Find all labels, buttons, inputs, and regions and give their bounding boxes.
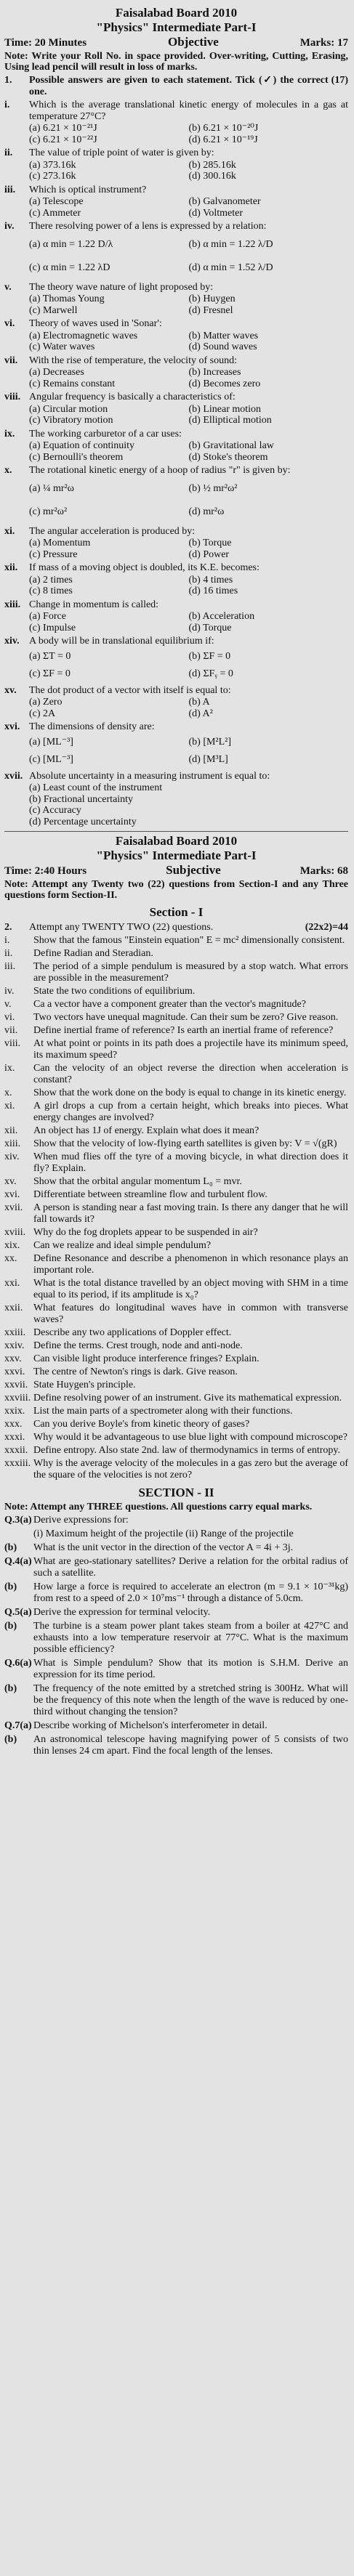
mcq-option: (c) α min = 1.22 λD — [29, 262, 110, 273]
mcq-option: (b) Torque — [188, 538, 232, 548]
short-question — [4, 1138, 348, 1150]
long-question — [4, 1528, 348, 1540]
short-question-number: xxiii. — [4, 1327, 26, 1338]
mcq-number: i. — [4, 100, 10, 110]
mcq-option: (a) α min = 1.22 D/λ — [29, 238, 113, 250]
mcq-option: (a) Equation of continuity — [29, 440, 135, 451]
long-question-number: (b) — [4, 1682, 17, 1694]
mcq-option: (c) Ammeter — [29, 207, 81, 219]
question-number: 2. — [4, 922, 12, 933]
long-question-text: Describe working of Michelson's interferometer in detail. — [33, 1720, 267, 1731]
short-question-number: i. — [4, 934, 10, 946]
short-question — [4, 1445, 348, 1457]
short-question-text: Describe any two applications of Doppler effect. — [33, 1327, 232, 1338]
short-question-text: Can visible light produce interference fringes? Explain. — [33, 1353, 260, 1364]
mcq-option: (b) Increases — [188, 367, 241, 378]
subject-title: "Physics" Intermediate Part-I — [96, 848, 257, 862]
short-question-number: xxvi. — [4, 1366, 25, 1377]
mcq-option: (b) 6.21 × 10⁻²⁰J — [188, 123, 259, 134]
short-question-number: xiii. — [4, 1138, 21, 1149]
mcq-option: (c) Water waves — [29, 341, 95, 352]
mcq-option: (b) 4 times — [188, 574, 233, 586]
short-question-number: xxviii. — [4, 1392, 31, 1404]
subject-title: "Physics" Intermediate Part-I — [96, 20, 257, 34]
mcq-options — [4, 611, 348, 633]
short-question-text: The centre of Newton's rings is dark. Give reason. — [33, 1366, 238, 1377]
question-1-header — [4, 75, 348, 97]
mcq-number: xii. — [4, 562, 18, 573]
mcq-option: (c) Pressure — [29, 548, 78, 560]
short-question — [4, 986, 348, 997]
mcq-option: (a) ΣT = 0 — [29, 650, 71, 662]
short-question-number: vi. — [4, 1011, 15, 1023]
short-question-text: Why is the average velocity of the molecules in a gas zero but the average of the square of the velocities is not zero? — [33, 1457, 348, 1481]
short-question-number: xxxiii. — [4, 1457, 31, 1469]
mcq-question: Change in momentum is called: — [29, 599, 159, 610]
short-question-number: xii. — [4, 1125, 18, 1136]
mcq-option: (d) A² — [188, 708, 213, 719]
section-label: Objective — [167, 35, 219, 49]
mcq-option: (a) Decreases — [29, 367, 84, 378]
short-question-number: xi. — [4, 1100, 15, 1111]
short-question-text: Define Resonance and describe a phenomenon in which resonance plays an important role. — [33, 1252, 348, 1276]
mcq-number: vii. — [4, 355, 18, 366]
subjective-paper — [4, 834, 348, 1757]
short-question-number: xxix. — [4, 1405, 25, 1417]
short-question-number: xx. — [4, 1252, 17, 1264]
mcq-option: (a) Momentum — [29, 538, 91, 548]
mcq-option: (d) Power — [188, 548, 230, 560]
mcq-option: (b) ½ mr²ω² — [188, 482, 238, 494]
short-question-number: xviii. — [4, 1226, 26, 1238]
mcq-option: (d) Torque — [188, 622, 232, 633]
mcq-options — [4, 440, 348, 463]
mcq-option: (c) 273.16k — [29, 171, 76, 182]
board-title: Faisalabad Board 2010 — [115, 6, 238, 20]
long-question-number: Q.5(a) — [4, 1606, 32, 1618]
mcq-option: (b) α min = 1.22 λ/D — [188, 238, 273, 250]
short-question-number: xvii. — [4, 1202, 23, 1213]
short-question — [4, 1189, 348, 1201]
long-question — [4, 1542, 348, 1554]
short-question-text: Why would it be advantageous to use blue light with compound microscope? — [33, 1431, 347, 1443]
time-label: Time: 20 Minutes — [4, 37, 87, 49]
mcq-question: There resolving power of a lens is expressed by a relation: — [29, 221, 267, 232]
mcq-options — [4, 233, 348, 280]
question-number: 1. — [4, 75, 12, 86]
short-question-text: Show that the velocity of low-flying earth satellites is given by: V = √(gR) — [33, 1138, 337, 1149]
mcq-option: (d) Becomes zero — [188, 378, 261, 389]
mcq-option: (b) Galvanometer — [188, 196, 261, 207]
short-question-number: viii. — [4, 1037, 21, 1049]
mcq-option: (a) Force — [29, 611, 66, 622]
mcq-number: xvii. — [4, 770, 23, 782]
mcq-item — [4, 721, 348, 733]
long-question — [4, 1734, 348, 1757]
short-question-text: List the main parts of a spectrometer along with their functions. — [33, 1405, 293, 1417]
mcq-options — [4, 782, 348, 827]
mcq-number: ix. — [4, 428, 15, 440]
long-question-number: (b) — [4, 1620, 17, 1632]
short-question-number: xxx. — [4, 1418, 23, 1430]
short-question-number: xxxi. — [4, 1431, 25, 1443]
mcq-option: (b) ΣF = 0 — [188, 650, 231, 662]
paper-divider — [4, 831, 348, 832]
mcq-option: (d) Sound waves — [188, 341, 257, 352]
mcq-item — [4, 429, 348, 440]
long-question-text: Derive the expression for terminal velocity. — [33, 1606, 211, 1618]
mcq-question: Which is optical instrument? — [29, 184, 147, 195]
short-question-text: What features do longitudinal waves have in common with transverse waves? — [33, 1302, 348, 1325]
short-question-number: iii. — [4, 960, 16, 972]
long-question-number: (b) — [4, 1581, 17, 1592]
long-question-text: The turbine is a steam power plant takes steam from a boiler at 427°C and exhausts into a low temperature reservoir at 77°C. What is the maximum possible efficiency? — [33, 1620, 348, 1655]
mcq-number: vi. — [4, 318, 15, 329]
short-question-text: The period of a simple pendulum is measured by a stop watch. What errors are possible in the measurement? — [33, 960, 348, 984]
short-question-text: What is the total distance travelled by an object moving with SHM in a time equal to its period, if its amplitude is x₀? — [33, 1277, 348, 1300]
mcq-option: (b) Huygen — [188, 293, 236, 304]
short-question-text: Why do the fog droplets appear to be suspended in air? — [33, 1226, 258, 1238]
mcq-options — [4, 331, 348, 353]
long-question-number: Q.3(a) — [4, 1514, 32, 1526]
short-question — [4, 948, 348, 960]
short-question — [4, 1380, 348, 1391]
short-question-number: xxxii. — [4, 1444, 28, 1456]
short-question-text: Can you derive Boyle's from kinetic theory of gases? — [33, 1418, 250, 1430]
mcq-option: (c) 2A — [29, 708, 56, 719]
mcq-option: (a) Electromagnetic waves — [29, 330, 138, 341]
short-question — [4, 1353, 348, 1365]
mcq-option: (c) 8 times — [29, 586, 73, 596]
short-question-text: At what point or points in its path does a projectile have its minimum speed, its maximum speed? — [33, 1037, 348, 1061]
mcq-option: (d) mr²ω — [188, 506, 225, 517]
mcq-option: (a) Zero — [29, 697, 63, 708]
mcq-question: The value of triple point of water is given by: — [29, 147, 214, 158]
section-2-note: Note: Attempt any THREE questions. All questions carry equal marks. — [4, 1501, 313, 1512]
mcq-option: (c) Impulse — [29, 622, 76, 633]
mcq-option: (a) 2 times — [29, 574, 73, 586]
mcq-number: xi. — [4, 525, 15, 537]
long-question-text: What is the unit vector in the direction of the vector A = 4i + 3j. — [33, 1542, 294, 1553]
mcq-option: (d) 300.16k — [188, 171, 236, 182]
short-question-text: Differentiate between streamline flow and turbulent flow. — [33, 1188, 267, 1200]
mcq-option: (c) mr²ω² — [29, 506, 68, 517]
mcq-option: (d) ΣFᵧ = 0 — [188, 668, 233, 679]
mcq-item — [4, 599, 348, 611]
mcq-question: Theory of waves used in 'Sonar': — [29, 318, 162, 329]
mcq-number: v. — [4, 281, 12, 293]
long-question-text: (i) Maximum height of the projectile (ii) Range of the projectile — [33, 1528, 294, 1539]
short-question-list — [4, 935, 348, 1481]
short-question-text: Define Radian and Steradian. — [33, 947, 153, 959]
long-question-number: (b) — [4, 1542, 17, 1553]
mcq-number: xiii. — [4, 599, 21, 610]
mcq-list — [4, 100, 348, 827]
short-question-text: Can the velocity of an object reverse the direction when acceleration is constant? — [33, 1062, 348, 1085]
mcq-number: xvi. — [4, 721, 20, 732]
mcq-option: (a) Telescope — [29, 196, 84, 207]
section-2-heading: SECTION - II — [138, 1485, 214, 1499]
mcq-options — [4, 648, 348, 683]
mcq-question: A body will be in translational equilibrium if: — [29, 636, 214, 647]
board-title: Faisalabad Board 2010 — [115, 834, 238, 848]
mcq-item — [4, 221, 348, 232]
short-question-text: Define resolving power of an instrument. Give its mathematical expression. — [33, 1392, 342, 1404]
mcq-option: (a) [ML⁻³] — [29, 736, 73, 748]
short-question-number: xxv. — [4, 1353, 22, 1364]
question-text: Possible answers are given to each statement. Tick (✓) the correct one. — [29, 75, 329, 97]
short-question — [4, 1176, 348, 1188]
mcq-item — [4, 636, 348, 647]
short-question-number: xxvii. — [4, 1379, 28, 1390]
long-question-text: The frequency of the note emitted by a stretched string is 300Hz. What will be the frequency of this note when the length of the wave is reduced by one-third without changing the tension? — [33, 1682, 348, 1717]
mcq-item — [4, 282, 348, 293]
mcq-number: viii. — [4, 392, 21, 402]
short-question — [4, 961, 348, 984]
mcq-option: (c) Vibratory motion — [29, 415, 113, 426]
mcq-option: (a) 373.16k — [29, 159, 76, 171]
short-question-text: Show that the work done on the body is equal to change in its kinetic energy. — [33, 1087, 347, 1098]
mcq-option: (c) ΣF = 0 — [29, 668, 71, 679]
short-question-text: A person is standing near a fast moving train. Is there any danger that he will fall towards it? — [33, 1202, 348, 1225]
long-question-number — [4, 1528, 33, 1540]
long-question — [4, 1556, 348, 1579]
short-question — [4, 1327, 348, 1339]
short-question — [4, 1303, 348, 1326]
mcq-number: iii. — [4, 184, 16, 195]
mcq-number: x. — [4, 465, 12, 476]
mcq-question: With the rise of temperature, the velocity of sound: — [29, 355, 237, 366]
long-question — [4, 1607, 348, 1619]
short-question — [4, 1012, 348, 1024]
short-question-text: Ca a vector have a component greater than the vector's magnitude? — [33, 998, 306, 1010]
short-question-number: xvi. — [4, 1188, 20, 1200]
instructions-note: Note: Write your Roll No. in space provided. Over-writing, Cutting, Erasing, Using lead pencil will result in loss of marks. — [4, 51, 348, 73]
mcq-option: (d) Voltmeter — [188, 207, 244, 219]
long-question-number: (b) — [4, 1733, 17, 1745]
mcq-item — [4, 771, 348, 782]
paper-info-row — [4, 863, 348, 878]
mcq-options — [4, 575, 348, 597]
mcq-item — [4, 526, 348, 538]
mcq-question: Which is the average translational kinetic energy of molecules in a gas at temperature 27°C? — [29, 100, 348, 122]
short-question — [4, 1458, 348, 1481]
short-question — [4, 1253, 348, 1276]
mcq-option: (c) [ML⁻³] — [29, 753, 73, 765]
mcq-number: ii. — [4, 147, 13, 158]
mcq-options — [4, 123, 348, 145]
short-question — [4, 1151, 348, 1175]
mcq-item — [4, 318, 348, 330]
mcq-options — [4, 293, 348, 316]
short-question — [4, 1393, 348, 1404]
long-question — [4, 1581, 348, 1605]
mcq-option: (b) [M²L²] — [188, 736, 232, 748]
mcq-option: (c) Bernoulli's theorem — [29, 451, 124, 463]
mcq-question: The angular acceleration is produced by: — [29, 525, 196, 537]
mcq-option: (a) 6.21 × 10⁻²¹J — [29, 123, 97, 134]
short-question — [4, 1227, 348, 1239]
short-question-number: v. — [4, 998, 12, 1010]
mcq-option: (d) Percentage uncertainty — [29, 816, 137, 827]
objective-paper — [4, 6, 348, 827]
mcq-option: (a) Least count of the instrument — [29, 782, 163, 793]
mcq-question: The dimensions of density are: — [29, 721, 155, 732]
mcq-item — [4, 147, 348, 159]
question-marks: (22x2)=44 — [305, 922, 348, 933]
mcq-options — [4, 404, 348, 426]
mcq-option: (b) Linear motion — [188, 403, 262, 415]
mcq-number: iv. — [4, 221, 15, 232]
instructions-note: Note: Attempt any Twenty two (22) questions from Section-I and any Three questions form Section-II. — [4, 879, 348, 901]
marks-label: Marks: 68 — [299, 865, 348, 877]
short-question-text: A girl drops a cup from a certain height, which breaks into pieces. What energy changes are involved? — [33, 1100, 348, 1123]
mcq-item — [4, 465, 348, 477]
mcq-option: (a) Circular motion — [29, 403, 108, 415]
long-question-text: What are geo-stationary satellites? Derive a relation for the orbital radius of such a satellite. — [33, 1555, 348, 1579]
short-question-number: ii. — [4, 947, 13, 959]
long-question-text: What is Simple pendulum? Show that its motion is S.H.M. Derive an expression for its time period. — [33, 1657, 348, 1680]
short-question — [4, 1240, 348, 1252]
mcq-question: The rotational kinetic energy of a hoop of radius "r" is given by: — [29, 465, 291, 476]
mcq-option: (c) 6.21 × 10⁻²²J — [29, 134, 97, 145]
mcq-option: (b) Fractional uncertainty — [29, 793, 134, 805]
short-question — [4, 1038, 348, 1061]
question-2-header — [4, 922, 348, 933]
short-question-number: xxiv. — [4, 1340, 25, 1351]
mcq-question: The theory wave nature of light proposed by: — [29, 281, 214, 293]
long-question — [4, 1720, 348, 1732]
mcq-question: The working carburetor of a car uses: — [29, 428, 182, 440]
short-question-number: vii. — [4, 1024, 18, 1036]
mcq-options — [4, 697, 348, 719]
short-question — [4, 1063, 348, 1086]
long-question — [4, 1658, 348, 1681]
long-question — [4, 1621, 348, 1656]
mcq-option: (d) 16 times — [188, 586, 238, 596]
mcq-option: (c) Marwell — [29, 304, 78, 316]
short-question-number: iv. — [4, 985, 15, 997]
mcq-options — [4, 477, 348, 524]
mcq-options — [4, 196, 348, 219]
long-question-list — [4, 1515, 348, 1757]
short-question-text: Can we realize and ideal simple pendulum? — [33, 1239, 212, 1251]
long-question-text: Derive expressions for: — [33, 1514, 129, 1526]
mcq-item — [4, 392, 348, 403]
mcq-item — [4, 562, 348, 574]
long-question — [4, 1683, 348, 1718]
mcq-option: (d) 6.21 × 10⁻¹⁹J — [188, 134, 258, 145]
mcq-options — [4, 160, 348, 182]
short-question — [4, 1125, 348, 1137]
mcq-item — [4, 355, 348, 367]
mcq-item — [4, 685, 348, 697]
short-question-number: x. — [4, 1087, 12, 1098]
short-question — [4, 1366, 348, 1378]
mcq-option: (a) Thomas Young — [29, 293, 105, 304]
short-question-text: Show that the orbital angular momentum L₀ = mvr. — [33, 1175, 242, 1187]
mcq-option: (d) Fresnel — [188, 304, 233, 316]
short-question — [4, 1202, 348, 1226]
short-question — [4, 1087, 348, 1099]
short-question-text: State Huygen's principle. — [33, 1379, 136, 1390]
mcq-number: xv. — [4, 684, 17, 696]
long-question — [4, 1515, 348, 1526]
mcq-item — [4, 100, 348, 122]
mcq-number: xiv. — [4, 636, 20, 647]
mcq-option: (c) Accuracy — [29, 805, 81, 816]
mcq-option: (d) α min = 1.52 λ/D — [188, 262, 273, 273]
time-label: Time: 2:40 Hours — [4, 865, 87, 877]
section-label: Subjective — [166, 863, 221, 877]
short-question-number: ix. — [4, 1062, 15, 1074]
mcq-question: Absolute uncertainty in a measuring instrument is equal to: — [29, 770, 270, 782]
mcq-option: (b) A — [188, 697, 210, 708]
mcq-option: (b) Acceleration — [188, 611, 255, 622]
mcq-question: If mass of a moving object is doubled, its K.E. becomes: — [29, 562, 260, 573]
short-question-number: xxii. — [4, 1302, 23, 1313]
mcq-question: The dot product of a vector with itself is equal to: — [29, 684, 231, 696]
long-question-number: Q.4(a) — [4, 1555, 32, 1567]
long-question-text: An astronomical telescope having magnifying power of 5 consists of two thin lenses 24 cm apart. Find the focal length of the lenses. — [33, 1733, 348, 1757]
mcq-option: (b) Matter waves — [188, 330, 259, 341]
mcq-options — [4, 367, 348, 389]
mcq-option: (a) ¼ mr²ω — [29, 482, 75, 494]
short-question — [4, 1340, 348, 1352]
short-question-text: When mud flies off the tyre of a moving bicycle, in what direction does it fly? Explain. — [33, 1151, 348, 1174]
question-text: Attempt any TWENTY TWO (22) questions. — [29, 922, 214, 933]
short-question — [4, 1406, 348, 1417]
short-question-text: Two vectors have unequal magnitude. Can their sum be zero? Give reason. — [33, 1011, 339, 1023]
short-question-text: State the two conditions of equilibrium. — [33, 985, 196, 997]
long-question-text: How large a force is required to accelerate an electron (m = 9.1 × 10⁻³¹kg) from rest to a speed of 2.0 × 10⁷ms⁻¹ through a distance of 5.0cm. — [33, 1581, 348, 1604]
section-1-heading: Section - I — [149, 905, 204, 919]
mcq-question: Angular frequency is basically a characteristics of: — [29, 392, 236, 402]
short-question-text: Define the terms. Crest trough, node and anti-node. — [33, 1340, 243, 1351]
short-question-text: An object has 1J of energy. Explain what does it mean? — [33, 1125, 260, 1136]
short-question — [4, 1432, 348, 1443]
short-question-text: Define entropy. Also state 2nd. law of thermodynamics in terms of entropy. — [33, 1444, 340, 1456]
long-question-number: Q.6(a) — [4, 1657, 32, 1669]
mcq-option: (b) Gravitational law — [188, 440, 274, 451]
mcq-options — [4, 734, 348, 769]
short-question-number: xix. — [4, 1239, 20, 1251]
short-question-number: xv. — [4, 1175, 17, 1187]
mcq-item — [4, 185, 348, 196]
mcq-option: (d) Elliptical motion — [188, 415, 272, 426]
short-question — [4, 935, 348, 947]
mcq-option: (c) Remains constant — [29, 378, 116, 389]
mcq-option: (b) 285.16k — [188, 159, 236, 171]
long-question-number: Q.7(a) — [4, 1720, 32, 1731]
short-question — [4, 1278, 348, 1301]
short-question — [4, 1025, 348, 1037]
short-question — [4, 1419, 348, 1430]
short-question — [4, 999, 348, 1010]
mcq-options — [4, 538, 348, 560]
mcq-option: (d) Stoke's theorem — [188, 451, 268, 463]
question-marks: (17) — [331, 75, 348, 86]
mcq-option: (d) [M³L] — [188, 753, 228, 765]
short-question — [4, 1101, 348, 1124]
paper-info-row — [4, 35, 348, 49]
short-question-number: xiv. — [4, 1151, 20, 1162]
short-question-text: Define inertial frame of reference? Is earth an inertial frame of reference? — [33, 1024, 334, 1036]
marks-label: Marks: 17 — [299, 37, 348, 49]
short-question-number: xxi. — [4, 1277, 20, 1289]
short-question-text: Show that the famous "Einstein equation" E = mc² dimensionally consistent. — [33, 934, 345, 946]
